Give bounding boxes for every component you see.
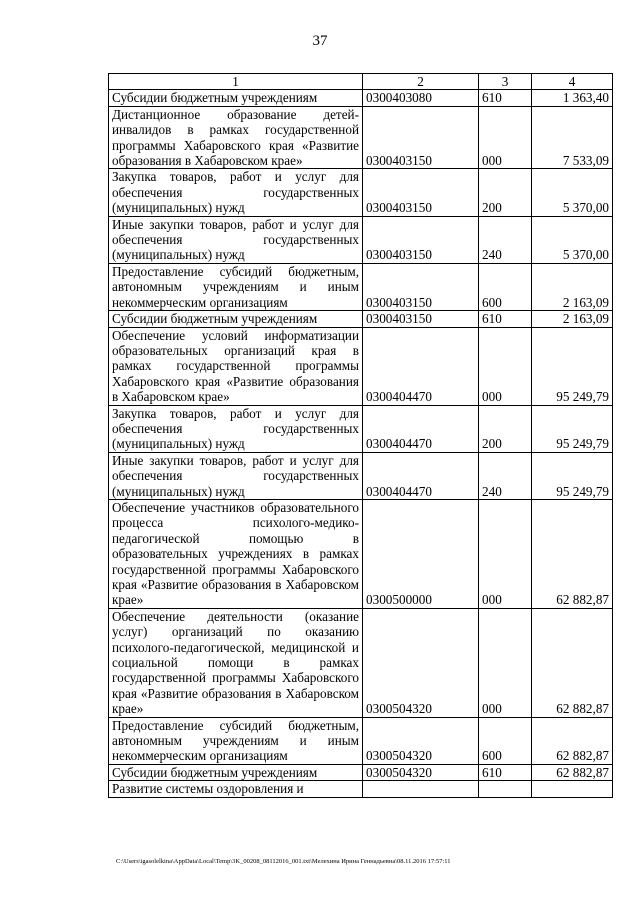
table-row [109,106,613,169]
sum-cell: 95 249,79 [532,452,613,499]
sum-cell: 5 370,00 [532,216,613,263]
sum-cell: 7 533,09 [532,106,613,169]
expense-type-cell: 610 [479,764,532,780]
target-article-code-cell: 0300404470 [363,327,479,405]
expense-name-cell: Закупка товаров, работ и услуг для обеспечения государственных (муниципальных) нужд [109,169,363,216]
table-row [109,405,613,452]
expense-type-cell: 200 [479,405,532,452]
column-header-4: 4 [532,74,613,90]
sum-cell: 95 249,79 [532,405,613,452]
expense-name-cell: Обеспечение деятельности (оказание услуг) организаций по оказанию психолого-педагогической, медицинской и социальной помощи в рамках государственной программы Хабаровского края «Развитие образования в Хабаровском крае» [109,608,363,717]
target-article-code-cell: 0300403150 [363,106,479,169]
target-article-code-cell: 0300504320 [363,608,479,717]
expense-type-cell: 240 [479,216,532,263]
table-row [109,781,613,797]
sum-cell [532,781,613,797]
expense-type-cell [479,781,532,797]
sum-cell: 95 249,79 [532,327,613,405]
expense-type-cell: 200 [479,169,532,216]
target-article-code-cell: 0300404470 [363,452,479,499]
expense-type-cell: 610 [479,90,532,106]
target-article-code-cell: 0300403080 [363,90,479,106]
expense-name-cell: Закупка товаров, работ и услуг для обеспечения государственных (муниципальных) нужд [109,405,363,452]
target-article-code-cell: 0300504320 [363,717,479,764]
table-row [109,90,613,106]
expense-type-cell: 000 [479,106,532,169]
target-article-code-cell [363,781,479,797]
sum-cell: 2 163,09 [532,263,613,310]
expense-name-cell: Дистанционное образование детей-инвалидов в рамках государственной программы Хабаровского края «Развитие образования в Хабаровском крае» [109,106,363,169]
expense-name-cell: Обеспечение условий информатизации образовательных организаций края в рамках государственной программы Хабаровского края «Развитие образования в Хабаровском крае» [109,327,363,405]
table-row [109,452,613,499]
sum-cell: 1 363,40 [532,90,613,106]
expense-name-cell: Развитие системы оздоровления и [109,781,363,797]
target-article-code-cell: 0300500000 [363,499,479,608]
expense-name-cell: Иные закупки товаров, работ и услуг для обеспечения государственных (муниципальных) нужд [109,452,363,499]
table-row [109,169,613,216]
column-header-1: 1 [109,74,363,90]
sum-cell: 62 882,87 [532,764,613,780]
expense-name-cell: Субсидии бюджетным учреждениям [109,311,363,327]
expense-name-cell: Иные закупки товаров, работ и услуг для обеспечения государственных (муниципальных) нужд [109,216,363,263]
target-article-code-cell: 0300504320 [363,764,479,780]
expense-type-cell: 610 [479,311,532,327]
target-article-code-cell: 0300403150 [363,169,479,216]
table-row [109,327,613,405]
table-row [109,216,613,263]
page-number: 37 [312,33,328,49]
table-row [109,499,613,608]
target-article-code-cell: 0300403150 [363,216,479,263]
expense-type-cell: 240 [479,452,532,499]
table-row [109,311,613,327]
table-row [109,764,613,780]
table-row [109,608,613,717]
expense-name-cell: Субсидии бюджетным учреждениям [109,90,363,106]
expense-type-cell: 000 [479,327,532,405]
target-article-code-cell: 0300403150 [363,311,479,327]
expense-name-cell: Субсидии бюджетным учреждениям [109,764,363,780]
target-article-code-cell: 0300403150 [363,263,479,310]
table-row [109,263,613,310]
table-header-row [109,74,613,90]
sum-cell: 5 370,00 [532,169,613,216]
column-header-2: 2 [363,74,479,90]
target-article-code-cell: 0300404470 [363,405,479,452]
expense-name-cell: Предоставление субсидий бюджетным, автономным учреждениям и иным некоммерческим организациям [109,717,363,764]
sum-cell: 62 882,87 [532,608,613,717]
expense-type-cell: 600 [479,717,532,764]
sum-cell: 2 163,09 [532,311,613,327]
expense-type-cell: 000 [479,499,532,608]
sum-cell: 62 882,87 [532,499,613,608]
expense-name-cell: Обеспечение участников образовательного процесса психолого-медико-педагогической помощью в образовательных учреждениях в рамках государственной программы Хабаровского края «Развитие образования в Хабаровском крае» [109,499,363,608]
expense-name-cell: Предоставление субсидий бюджетным, автономным учреждениям и иным некоммерческим организациям [109,263,363,310]
document-footer-path: C:\Users\igasolelkina\AppData\Local\Temp\3K_00208_08112016_001.txt\Мелехина Ирина Геннадьевна\08.11.2016 17:57:11 [116,858,451,865]
table-row [109,717,613,764]
budget-table [108,73,613,798]
sum-cell: 62 882,87 [532,717,613,764]
expense-type-cell: 000 [479,608,532,717]
expense-type-cell: 600 [479,263,532,310]
column-header-3: 3 [479,74,532,90]
